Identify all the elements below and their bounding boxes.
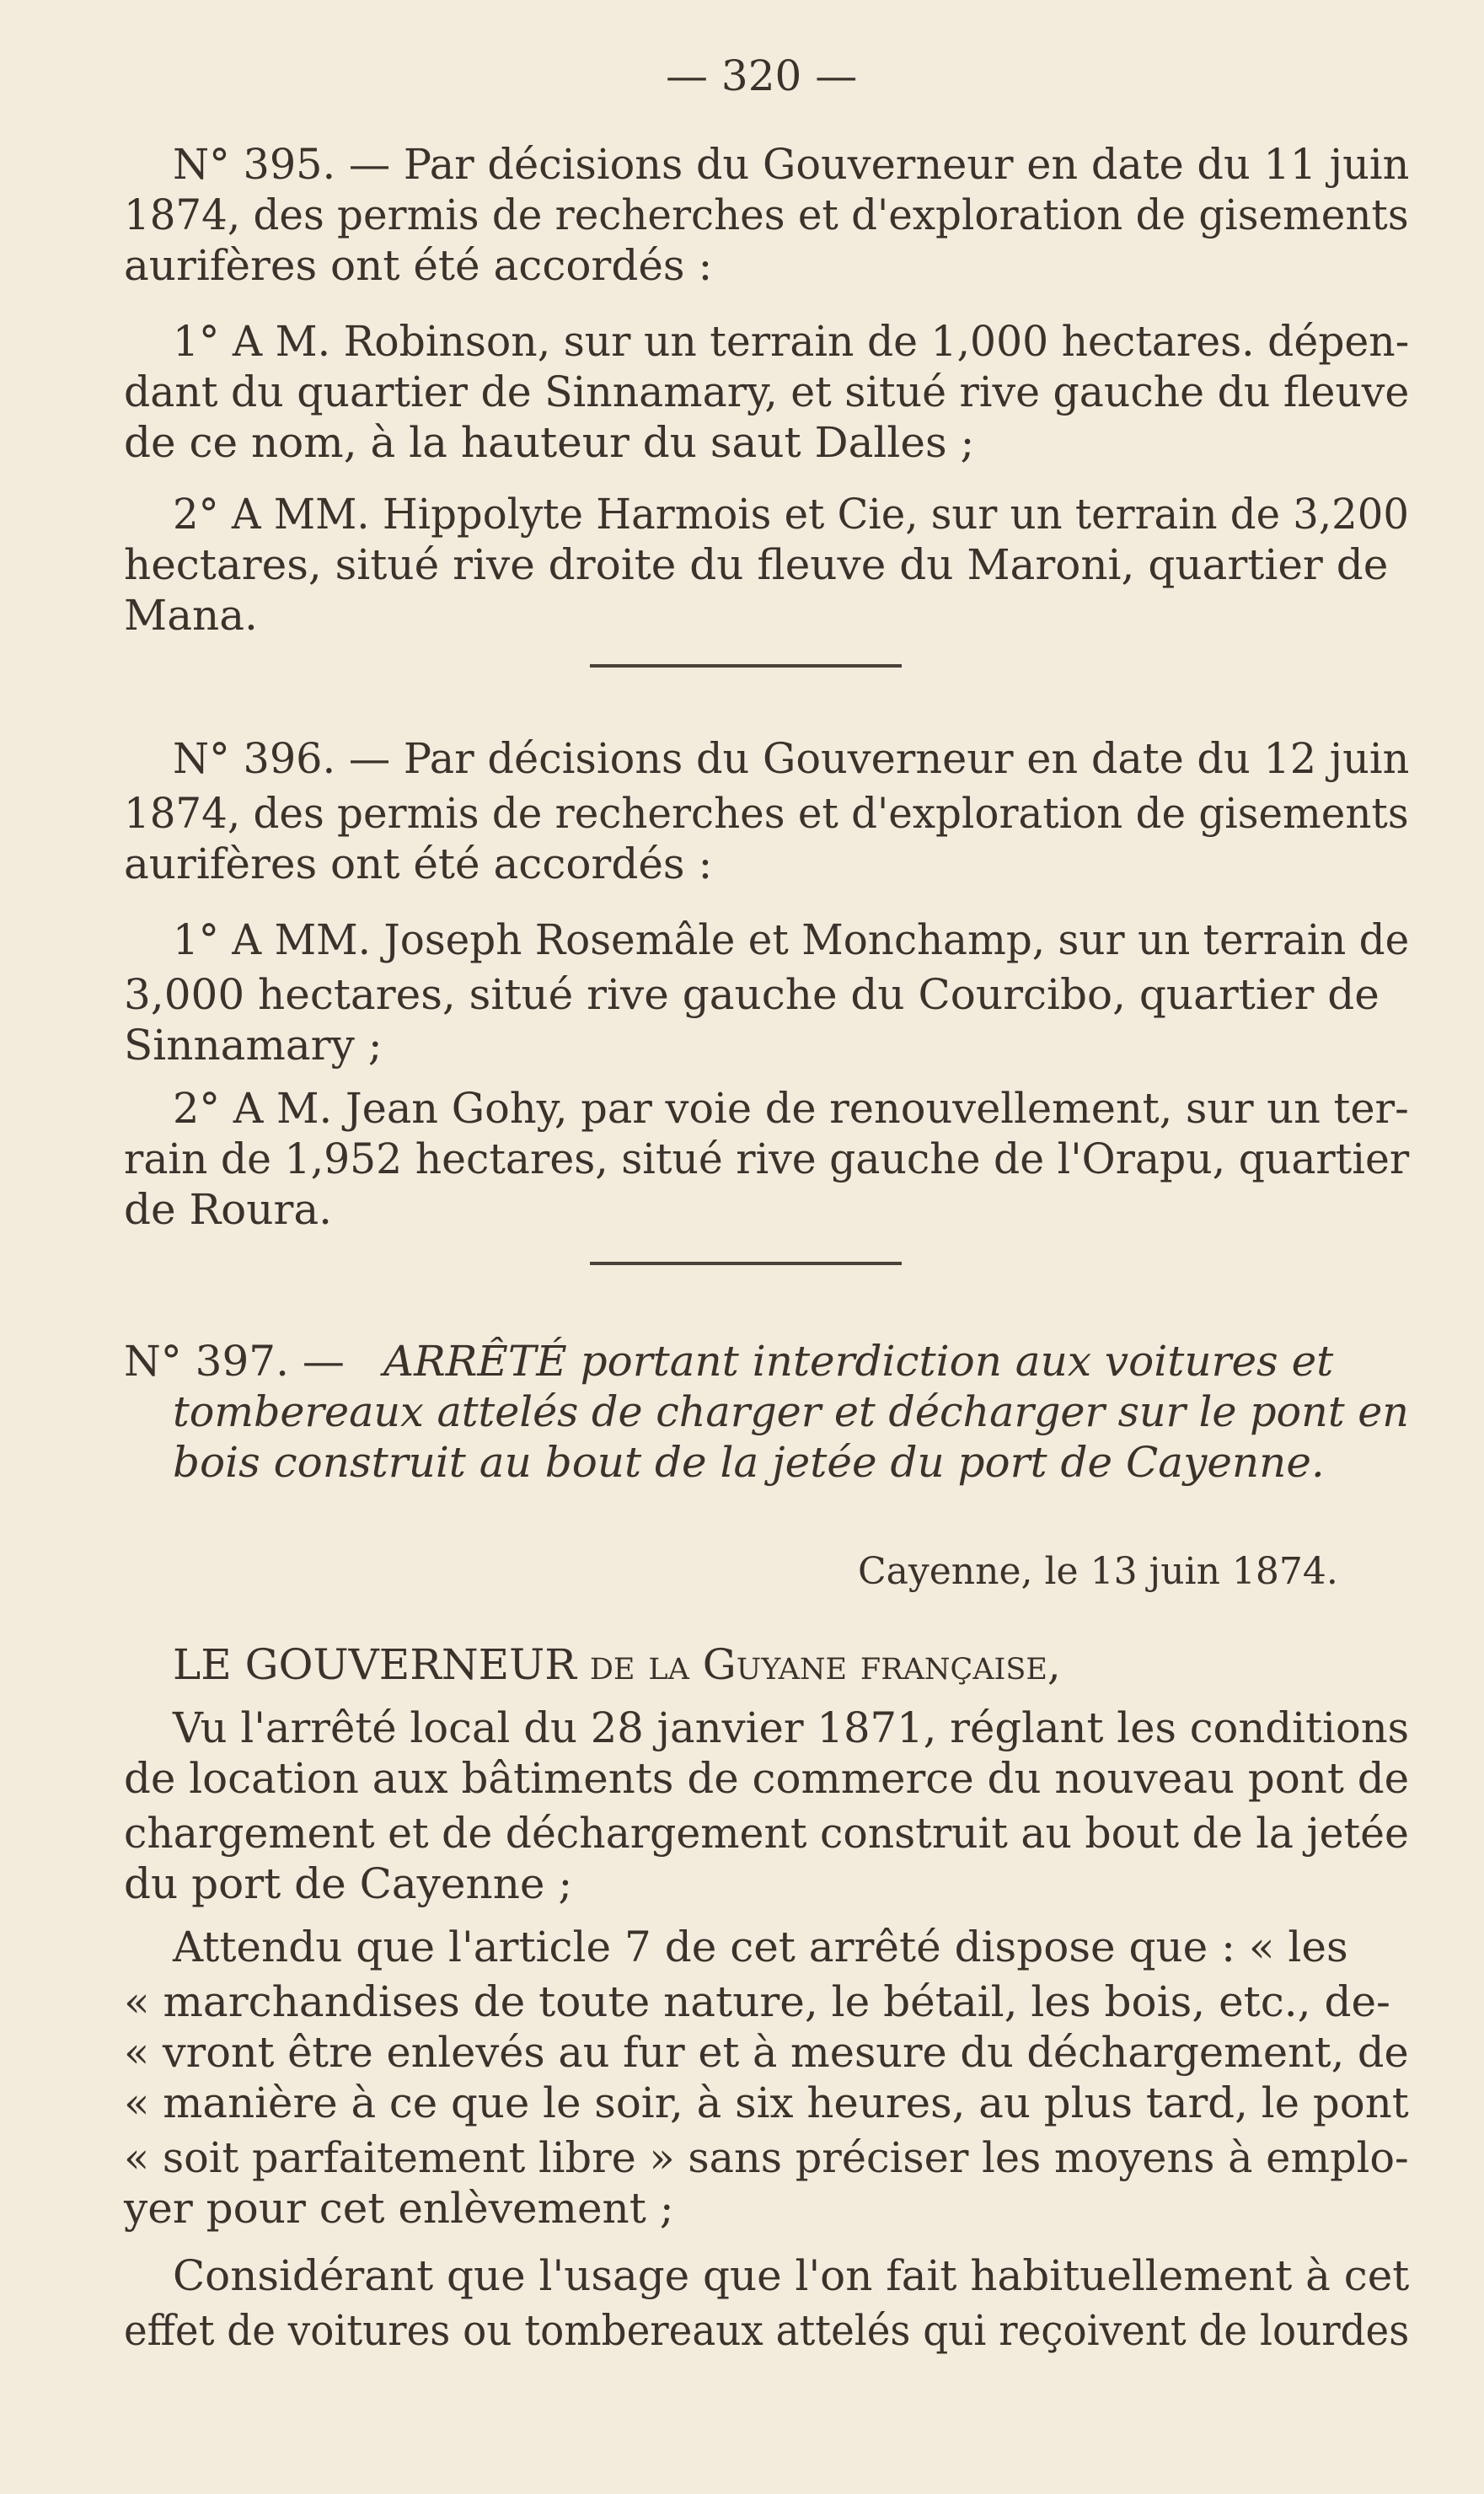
- body-line-11: Considérant que l'usage que l'on fait habituellement à cet: [173, 2251, 1410, 2300]
- body-line-8: « manière à ce que le soir, à six heures, au plus tard, le pont: [124, 2078, 1409, 2127]
- entry-397-title-line-3: bois construit au bout de la jetée du port de Cayenne.: [173, 1438, 1325, 1487]
- place-date: Cayenne, le 13 juin 1874.: [858, 1550, 1338, 1593]
- body-line-6: « marchandises de toute nature, le bétail, les bois, etc., de-: [124, 1977, 1390, 2026]
- body-line-12: effet de voitures ou tombereaux attelés qui reçoivent de lourdes: [124, 2306, 1410, 2355]
- entry-395-line-2: 1874, des permis de recherches et d'exploration de gisements: [124, 190, 1409, 239]
- body-line-3: chargement et de déchargement construit au bout de la jetée: [124, 1809, 1409, 1858]
- entry-396-line-8: rain de 1,952 hectares, situé rive gauche de l'Orapu, quartier: [124, 1134, 1410, 1183]
- entry-396-line-6: Sinnamary ;: [124, 1021, 383, 1070]
- entry-397-title-line-2: tombereaux attelés de charger et décharger sur le pont en: [173, 1387, 1409, 1436]
- entry-397-number: N° 397. —: [124, 1337, 345, 1386]
- entry-395-line-7: 2° A MM. Hippolyte Harmois et Cie, sur un terrain de 3,200: [173, 490, 1409, 539]
- body-line-9: « soit parfaitement libre » sans préciser les moyens à emplo-: [124, 2133, 1409, 2182]
- entry-395-line-8: hectares, situé rive droite du fleuve du Maroni, quartier de: [124, 540, 1389, 589]
- entry-396-line-2: 1874, des permis de recherches et d'exploration de gisements: [124, 789, 1409, 838]
- body-line-1: Vu l'arrêté local du 28 janvier 1871, réglant les conditions: [173, 1703, 1410, 1752]
- entry-396-line-5: 3,000 hectares, situé rive gauche du Courcibo, quartier de: [124, 970, 1380, 1019]
- entry-397-title-line-1: ARRÊTÉ portant interdiction aux voitures et: [383, 1337, 1334, 1386]
- body-line-7: « vront être enlevés au fur et à mesure du déchargement, de: [124, 2028, 1409, 2077]
- entry-396-line-1: N° 396. — Par décisions du Gouverneur en date du 12 juin: [173, 734, 1410, 783]
- separator-rule: [590, 1262, 902, 1265]
- body-line-5: Attendu que l'article 7 de cet arrêté dispose que : « les: [173, 1923, 1348, 1971]
- entry-395-line-1: N° 395. — Par décisions du Gouverneur en date du 11 juin: [173, 140, 1410, 189]
- entry-395-line-6: de ce nom, à la hauteur du saut Dalles ;: [124, 418, 975, 467]
- entry-395-line-3: aurifères ont été accordés :: [124, 241, 713, 290]
- entry-396-line-9: de Roura.: [124, 1185, 333, 1234]
- opening-line: LE GOUVERNEUR de la Guyane française,: [173, 1640, 1061, 1689]
- entry-396-line-4: 1° A MM. Joseph Rosemâle et Monchamp, sur un terrain de: [173, 915, 1410, 964]
- page-number: — 320 —: [666, 51, 858, 100]
- entry-396-line-3: aurifères ont été accordés :: [124, 839, 713, 888]
- separator-rule: [590, 664, 902, 668]
- entry-395-line-4: 1° A M. Robinson, sur un terrain de 1,000 hectares. dépen-: [173, 317, 1410, 366]
- entry-396-line-7: 2° A M. Jean Gohy, par voie de renouvellement, sur un ter-: [173, 1084, 1409, 1133]
- entry-395-line-9: Mana.: [124, 591, 258, 640]
- body-line-10: yer pour cet enlèvement ;: [124, 2184, 674, 2233]
- body-line-4: du port de Cayenne ;: [124, 1859, 573, 1908]
- entry-395-line-5: dant du quartier de Sinnamary, et situé rive gauche du fleuve: [124, 367, 1410, 416]
- body-line-2: de location aux bâtiments de commerce du nouveau pont de: [124, 1754, 1410, 1803]
